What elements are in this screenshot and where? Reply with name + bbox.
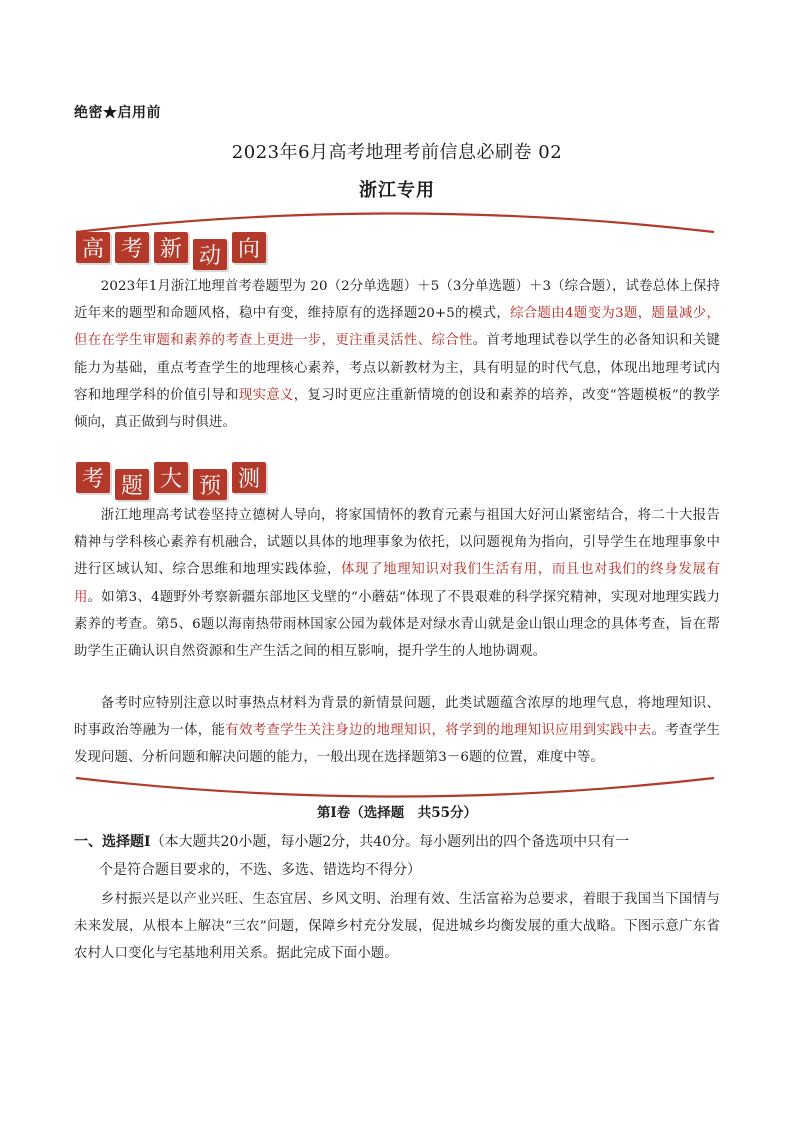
paragraph-trends xyxy=(74,273,720,436)
badge-char: 考 xyxy=(76,462,110,493)
highlight-text: 综合题由4题变为3题，题量减少，但在在学生审题和素养的考查上更进一步，更注重灵活性、综合性 xyxy=(74,306,720,349)
bottom-arc xyxy=(76,778,714,797)
question-rule-line1: （本大题共20小题，每小题2分，共40分。每小题列出的四个备选项中只有一 xyxy=(150,834,630,850)
question-rule-line2: 个是符合题目要求的，不选、多选、错选均不得分） xyxy=(99,862,421,878)
badge-char: 题 xyxy=(115,469,149,500)
question-intro: 乡村振兴是以产业兴旺、生态宜居、乡风文明、治理有效、生活富裕为总要求，着眼于我国当下国情与未来发展，从根本上解决“三农”问题，保障乡村充分发展，促进城乡均衡发展的重大战略。下图示意广东省农村人口变化与宅基地利用关系。据此完成下面小题。 xyxy=(74,892,720,962)
badge-char: 测 xyxy=(232,462,266,493)
text-run: 备考时应特别注意以时事热点材料为背景的新情景问题，此类试题蕴含浓厚的地理气息，将地理知识、时事政治等融为一体，能 xyxy=(74,696,720,739)
question-prefix: 一、选择题Ⅰ xyxy=(74,834,151,850)
page-subtitle: 浙江专用 xyxy=(359,180,435,201)
text-run: 浙江地理高考试卷坚持立德树人导向，将家国情怀的教育元素与祖国大好河山紧密结合，将二十大报告精神与学科核心素养有机融合，试题以具体的地理事象为依托，以问题视角为指向，引导学生在地理事象中进行区域认知、综合思维和地理实践体验， xyxy=(74,508,720,578)
section-badge-forecast xyxy=(76,462,271,500)
badge-char: 大 xyxy=(154,462,188,493)
section-badge-trends xyxy=(76,232,271,270)
badge-char: 向 xyxy=(232,232,266,263)
badge-char: 动 xyxy=(193,239,227,270)
text-run: 。考查学生发现问题、分析问题和解决问题的能力，一般出现在选择题第3－6题的位置，难度中等。 xyxy=(74,723,720,766)
text-run: 2023年1月浙江地理首考卷题型为 20（2分单选题）＋5（3分单选题）＋3（综合题），试卷总体上保持近年来的题型和命题风格，稳中有变，维持原有的选择题20+5的模式， xyxy=(74,279,720,322)
confidential-mark: 绝密★启用前 xyxy=(74,105,161,121)
paragraph-forecast xyxy=(74,502,720,665)
badge-char: 新 xyxy=(154,232,188,263)
exam-section-title: 第Ⅰ卷（选择题 共55分） xyxy=(316,805,478,821)
paragraph-preparation xyxy=(74,690,720,772)
page-title: 2023年6月高考地理考前信息必刷卷 02 xyxy=(231,142,563,163)
highlight-text: 体现了地理知识对我们生活有用，而且也对我们的终身发展有用 xyxy=(74,562,720,605)
text-run: 。首考地理试卷以学生的必备知识和关键能力为基础，重点考查学生的地理核心素养，考点以新教材为主，具有明显的时代气息，体现出地理考试内容和地理学科的价值引导和 xyxy=(74,333,720,403)
text-run: ，复习时更应注重新情境的创设和素养的培养，改变“答题模板”的教学倾向，真正做到与时俱进。 xyxy=(74,387,721,431)
text-run: 。如第3、4题野外考察新疆东部地区戈壁的“小蘑菇“体现了不畏艰难的科学探究精神，实现对地理实践力素养的考查。第5、6题以海南热带雨林国家公园为载体是对绿水青山就是金山银山理念的具体考查，旨在帮助学生正确认识自然资源和生产生活之间的相互影响，提升学生的人地协调观。 xyxy=(74,589,720,660)
top-arc xyxy=(76,214,714,233)
question-instructions xyxy=(74,828,724,884)
badge-char: 考 xyxy=(115,232,149,263)
highlight-text: 有效考查学生关注身边的地理知识，将学到的地理知识应用到实践中去 xyxy=(225,723,652,739)
badge-char: 预 xyxy=(193,469,227,500)
highlight-text: 现实意义 xyxy=(238,387,294,403)
badge-char: 高 xyxy=(76,232,110,263)
